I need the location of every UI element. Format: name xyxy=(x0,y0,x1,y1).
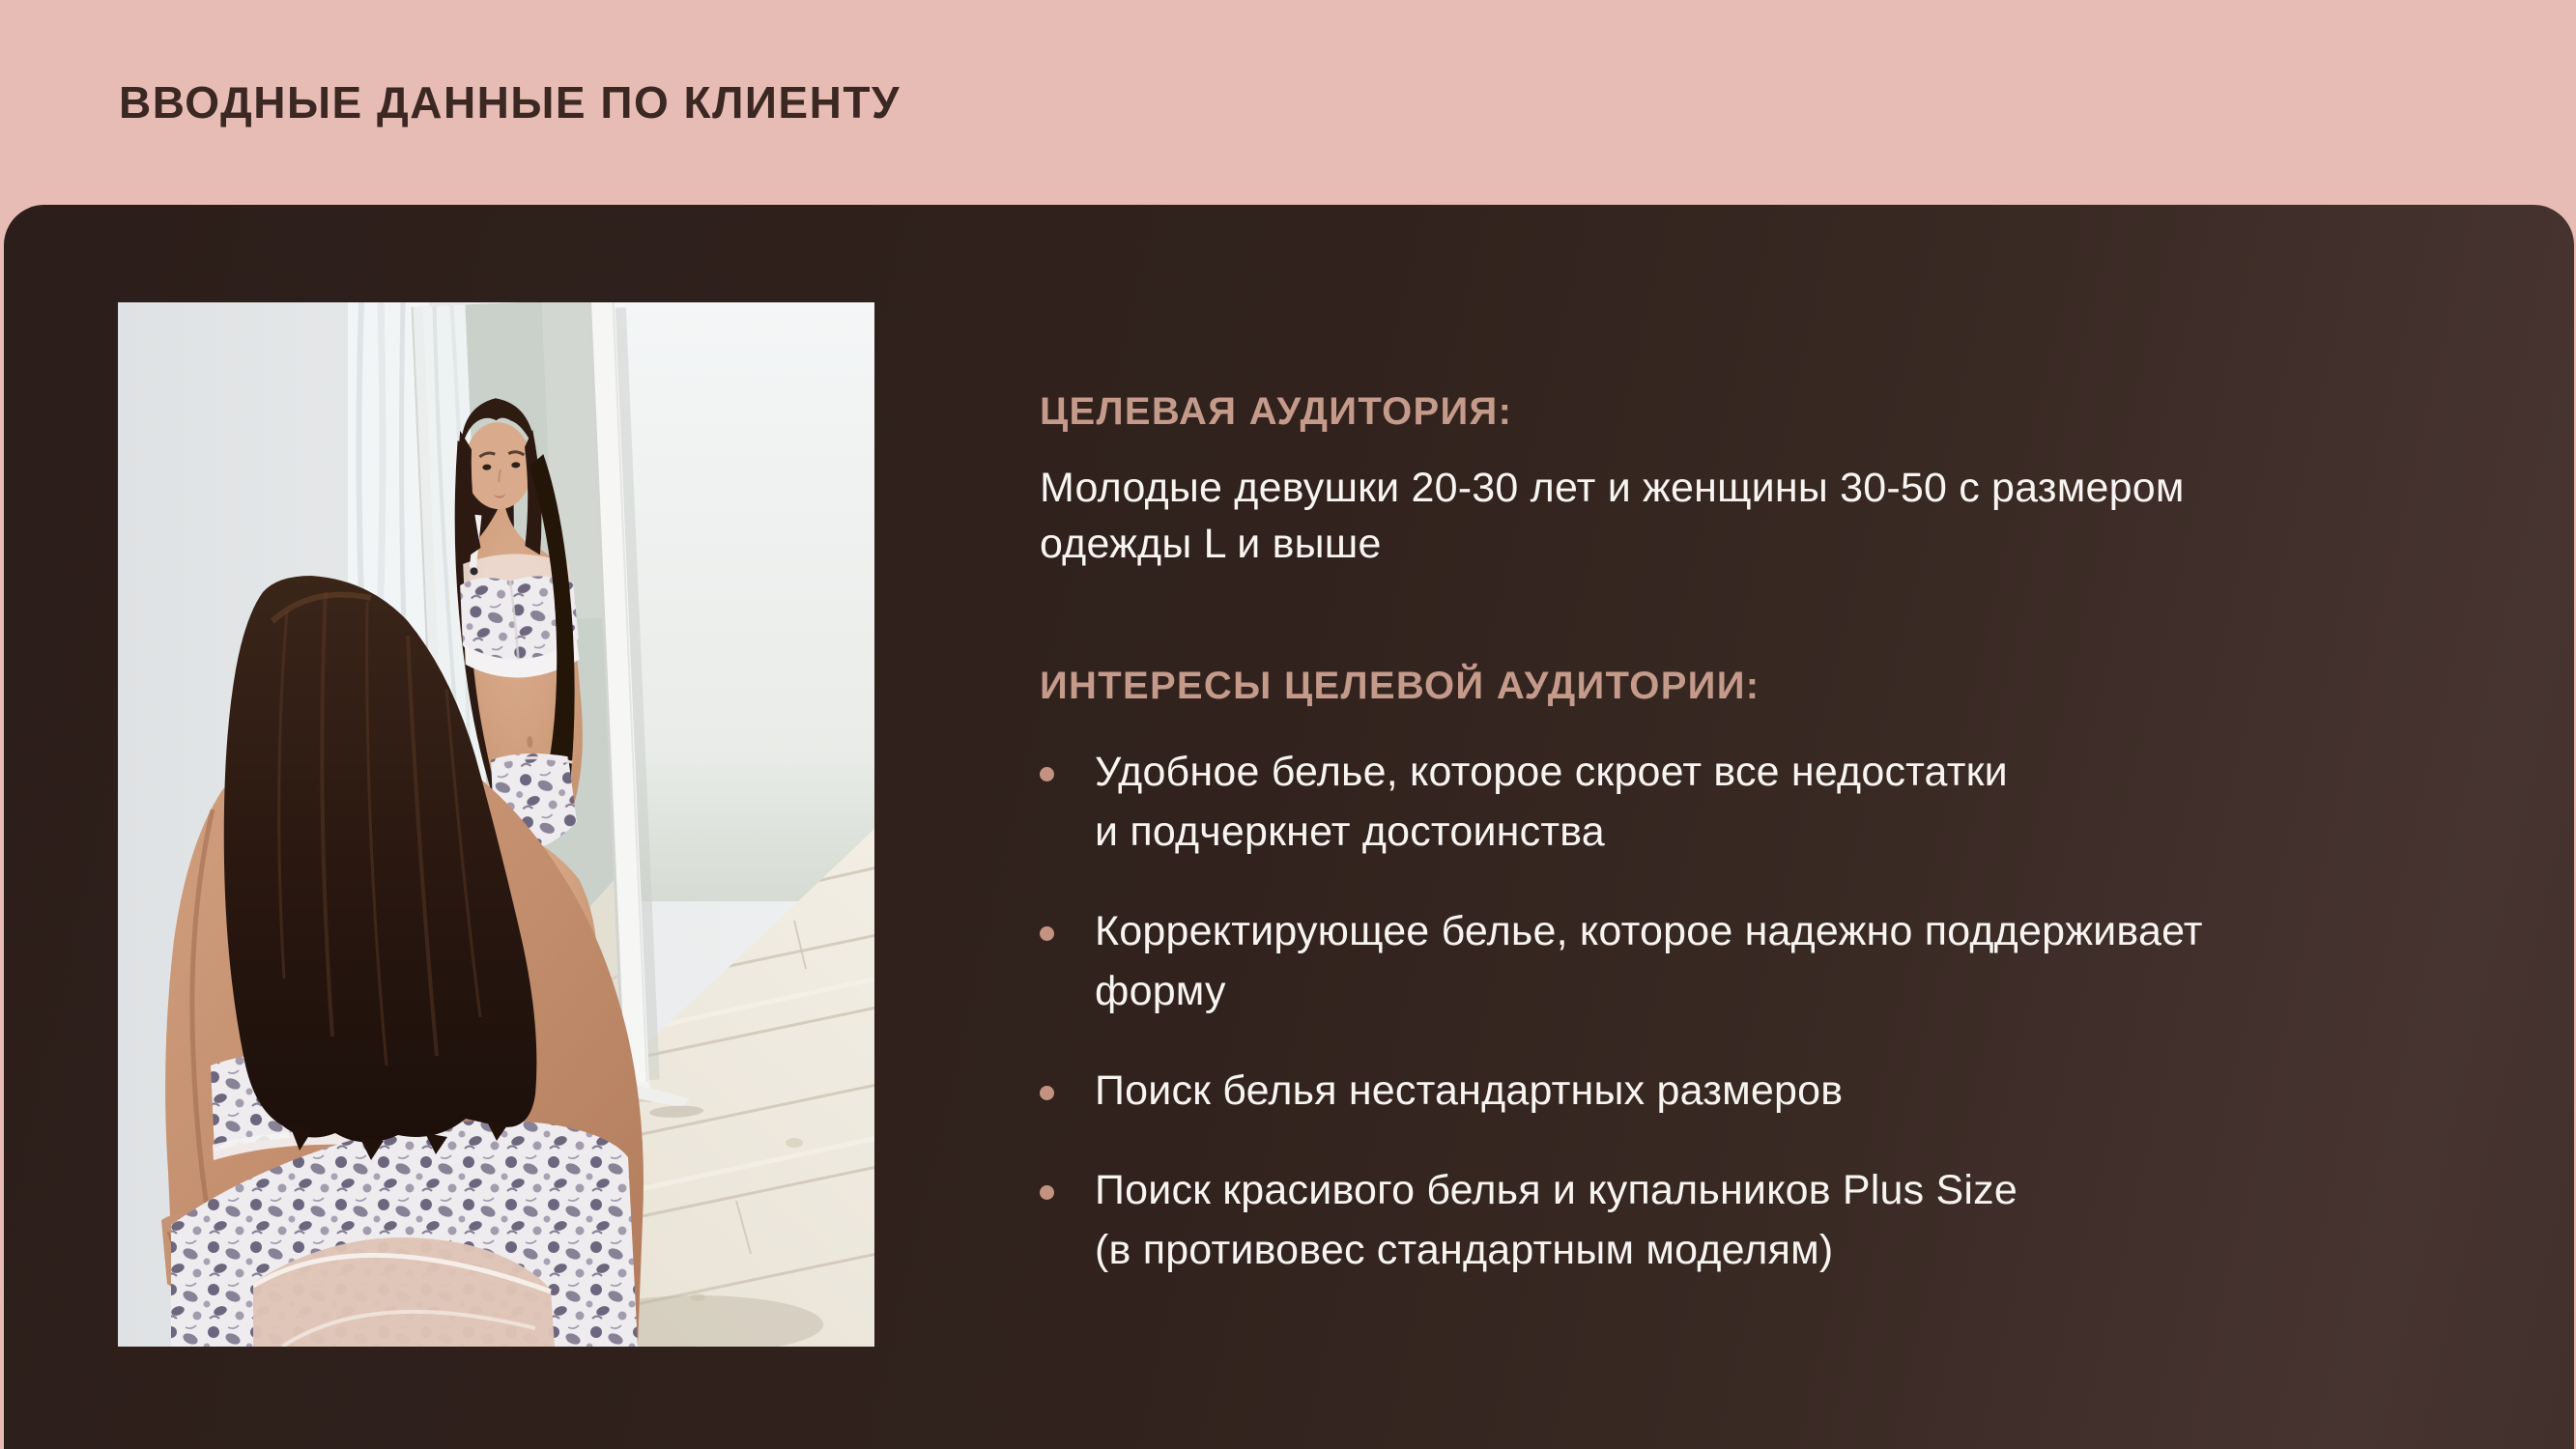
audience-text-line1: Молодые девушки 20-30 лет и женщины 30-50 с размером xyxy=(1040,465,2185,511)
client-photo xyxy=(118,302,874,1347)
bullet-1-line1: Удобное белье, которое скроет все недостатки xyxy=(1095,749,2008,795)
page-title: ВВОДНЫЕ ДАННЫЕ ПО КЛИЕНТУ xyxy=(119,77,902,128)
bullet-2-line1: Корректирующее белье, которое надежно поддерживает xyxy=(1095,908,2203,954)
bullet-dot xyxy=(1040,767,1054,781)
list-item xyxy=(1040,1160,2392,1280)
bullet-dot xyxy=(1040,1185,1054,1200)
list-item xyxy=(1040,742,2392,862)
audience-heading: ЦЕЛЕВАЯ АУДИТОРИЯ: xyxy=(1040,390,1513,433)
interests-list xyxy=(1040,742,2392,1280)
audience-text xyxy=(1040,460,2392,572)
header-band xyxy=(0,0,2576,205)
content-panel xyxy=(4,205,2574,1449)
bullet-4-line1: Поиск красивого белья и купальников Plus Size xyxy=(1095,1167,2018,1213)
bullet-4-line2: (в противовес стандартным моделям) xyxy=(1095,1227,1834,1273)
content-column xyxy=(1040,390,2392,1320)
interests-heading: ИНТЕРЕСЫ ЦЕЛЕВОЙ АУДИТОРИИ: xyxy=(1040,665,1760,707)
bullet-2-line2: форму xyxy=(1095,968,1226,1014)
bullet-text xyxy=(1095,1160,2392,1280)
list-item xyxy=(1040,901,2392,1021)
bullet-text xyxy=(1095,1061,2392,1121)
client-photo-illustration xyxy=(118,302,874,1347)
bullet-text xyxy=(1095,901,2392,1021)
bullet-dot xyxy=(1040,926,1054,941)
list-item xyxy=(1040,1061,2392,1121)
bullet-dot xyxy=(1040,1086,1054,1100)
audience-text-line2: одежды L и выше xyxy=(1040,521,1382,567)
bullet-3-line1: Поиск белья нестандартных размеров xyxy=(1095,1067,1844,1114)
bullet-1-line2: и подчеркнет достоинства xyxy=(1095,809,1605,855)
bullet-text xyxy=(1095,742,2392,862)
